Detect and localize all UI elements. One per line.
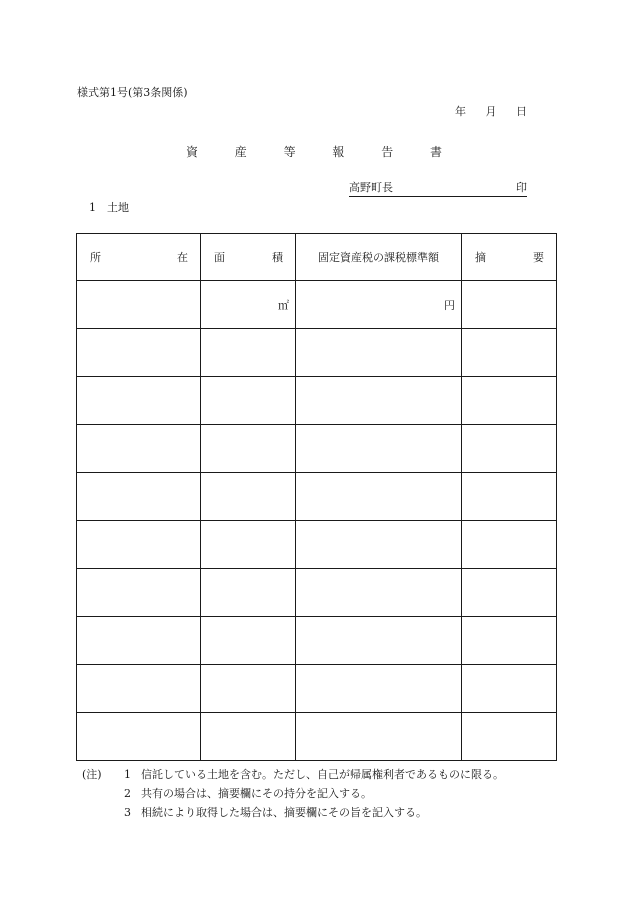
table-row (77, 617, 557, 665)
land-asset-table (76, 233, 557, 761)
location-cell[interactable] (77, 617, 201, 665)
area-cell[interactable] (201, 281, 296, 329)
remarks-cell[interactable] (462, 281, 557, 329)
title-char: 産 (234, 145, 247, 159)
tax-value-cell[interactable] (296, 713, 462, 761)
tax-value-cell[interactable] (296, 281, 462, 329)
title-char: 資 (186, 145, 199, 159)
note-text: 共有の場合は、摘要欄にその持分を記入する。 (141, 787, 372, 800)
tax-value-cell[interactable] (296, 521, 462, 569)
table-row (77, 425, 557, 473)
form-number: 様式第1号(第3条関係) (77, 86, 188, 99)
title-char: 等 (283, 145, 296, 159)
table-row (77, 665, 557, 713)
tax-value-cell[interactable] (296, 473, 462, 521)
note-number: 2 (124, 787, 131, 800)
table-row (77, 377, 557, 425)
area-cell[interactable] (201, 617, 296, 665)
remarks-cell[interactable] (462, 713, 557, 761)
note-item (82, 765, 504, 784)
note-item (82, 784, 504, 803)
title-char: 報 (332, 145, 345, 159)
table-row (77, 473, 557, 521)
location-cell[interactable] (77, 665, 201, 713)
tax-value-cell[interactable] (296, 665, 462, 713)
date-year-label: 年 (455, 105, 466, 118)
note-number: 3 (124, 806, 131, 819)
header-area: 面 積 (201, 234, 296, 281)
header-tax-value: 固定資産税の課税標準額 (296, 234, 462, 281)
tax-value-cell[interactable] (296, 329, 462, 377)
addressee-name: 高野町長 (349, 181, 393, 194)
area-cell[interactable] (201, 665, 296, 713)
tax-value-cell[interactable] (296, 569, 462, 617)
location-cell[interactable] (77, 329, 201, 377)
tax-value-unit: 円 (444, 298, 455, 312)
tax-value-cell[interactable] (296, 617, 462, 665)
location-cell[interactable] (77, 425, 201, 473)
table-row (77, 281, 557, 329)
note-text: 相続により取得した場合は、摘要欄にその旨を記入する。 (141, 806, 427, 819)
location-cell[interactable] (77, 281, 201, 329)
area-unit: ㎡ (278, 298, 289, 312)
section-heading: 1 土地 (89, 201, 129, 214)
table-row (77, 521, 557, 569)
tax-value-cell[interactable] (296, 425, 462, 473)
remarks-cell[interactable] (462, 521, 557, 569)
title-char: 告 (381, 145, 394, 159)
area-cell[interactable] (201, 713, 296, 761)
remarks-cell[interactable] (462, 665, 557, 713)
date-month-label: 月 (485, 105, 497, 118)
area-cell[interactable] (201, 329, 296, 377)
location-cell[interactable] (77, 473, 201, 521)
table-row (77, 329, 557, 377)
tax-value-cell[interactable] (296, 377, 462, 425)
area-cell[interactable] (201, 377, 296, 425)
remarks-cell[interactable] (462, 377, 557, 425)
note-text: 信託している土地を含む。ただし、自己が帰属権利者であるものに限る。 (141, 768, 504, 781)
header-location: 所 在 (77, 234, 201, 281)
remarks-cell[interactable] (462, 329, 557, 377)
area-cell[interactable] (201, 569, 296, 617)
addressee-line (349, 179, 527, 197)
area-cell[interactable] (201, 521, 296, 569)
table-row (77, 713, 557, 761)
seal-mark: 印 (516, 181, 527, 194)
table-row (77, 569, 557, 617)
title-char: 書 (429, 145, 442, 159)
remarks-cell[interactable] (462, 569, 557, 617)
note-item (82, 803, 504, 822)
remarks-cell[interactable] (462, 473, 557, 521)
notes-prefix: (注) (82, 768, 102, 781)
date-day-label: 日 (516, 105, 527, 118)
notes-block (82, 765, 504, 822)
location-cell[interactable] (77, 377, 201, 425)
document-title (186, 143, 442, 160)
table-header-row (77, 234, 557, 281)
area-cell[interactable] (201, 473, 296, 521)
remarks-cell[interactable] (462, 425, 557, 473)
note-number: 1 (124, 768, 131, 781)
remarks-cell[interactable] (462, 617, 557, 665)
location-cell[interactable] (77, 569, 201, 617)
location-cell[interactable] (77, 521, 201, 569)
date-line (455, 103, 527, 119)
header-remarks: 摘 要 (462, 234, 557, 281)
location-cell[interactable] (77, 713, 201, 761)
area-cell[interactable] (201, 425, 296, 473)
